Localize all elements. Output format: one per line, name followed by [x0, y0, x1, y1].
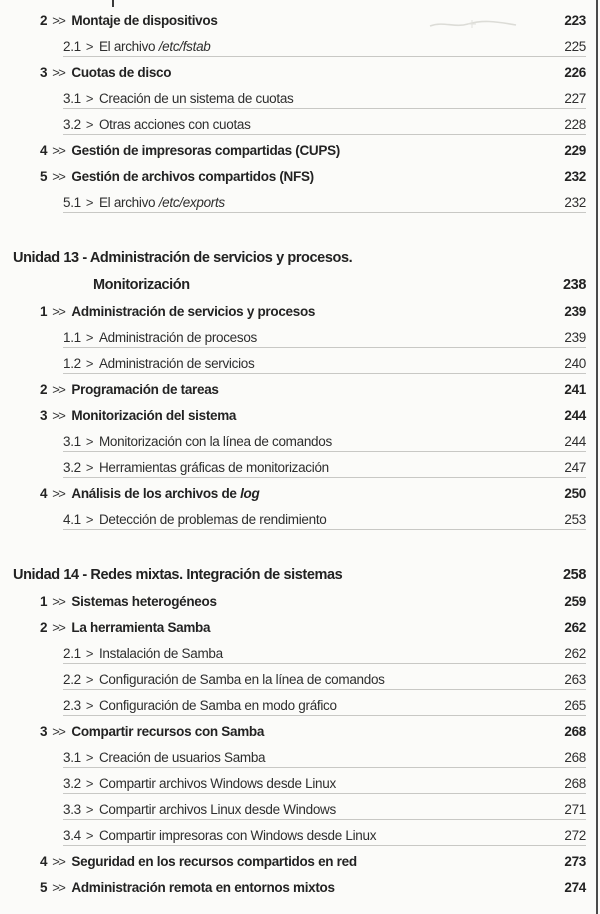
entry-title-part: Cuotas de disco	[71, 65, 172, 80]
entry-number: 1	[40, 594, 48, 609]
page-number: 253	[564, 512, 586, 527]
toc-entry	[63, 112, 586, 138]
entry-number: 1.2	[63, 356, 81, 371]
page-number: 262	[564, 620, 586, 635]
entry-marker: >>	[52, 620, 65, 635]
entry-number: 3.1	[63, 750, 81, 765]
entry-title-part: El archivo	[98, 39, 159, 54]
toc-entry	[40, 875, 586, 901]
entry-title	[71, 620, 210, 635]
entry-marker: >	[85, 356, 92, 371]
toc-entry	[63, 325, 586, 351]
page-number: 227	[564, 91, 586, 106]
entry-title-part: Administración de servicios	[98, 356, 255, 371]
entry-title-part: Herramientas gráficas de monitorización	[98, 460, 329, 475]
entry-title-part: Seguridad en los recursos compartidos en red	[71, 854, 357, 869]
entry-title	[99, 672, 385, 687]
entry-title	[99, 356, 254, 371]
entry-title-part: Creación de un sistema de cuotas	[98, 91, 294, 106]
entry-title-part: Sistemas heterogéneos	[71, 594, 217, 609]
entry-title-part: Montaje de dispositivos	[71, 13, 218, 28]
scan-artifact-smudge	[428, 17, 518, 31]
page-number: 265	[564, 698, 586, 713]
page-number: 250	[564, 486, 586, 501]
entry-number: 1.1	[63, 330, 81, 345]
unit-header-line	[0, 272, 586, 299]
page-number: 239	[564, 330, 586, 345]
toc-entry	[40, 164, 586, 190]
entry-title-part: Monitorización del sistema	[71, 408, 237, 423]
toc-entry	[40, 138, 586, 164]
toc-entry	[40, 299, 586, 325]
entry-title-part: Creación de usuarios Samba	[98, 750, 266, 765]
unit-title: Unidad 13 - Administración de servicios y procesos.	[13, 250, 353, 266]
entry-title	[99, 750, 265, 765]
entry-number: 2.1	[63, 646, 81, 661]
toc-entry	[63, 351, 586, 377]
toc-entry	[63, 745, 586, 771]
entry-title-part: Compartir archivos Linux desde Windows	[98, 802, 336, 817]
entry-number: 3	[40, 65, 48, 80]
entry-number: 2.3	[63, 698, 81, 713]
page-number: 225	[564, 39, 586, 54]
entry-marker: >	[85, 460, 92, 475]
entry-marker: >>	[52, 854, 65, 869]
entry-marker: >>	[52, 408, 65, 423]
page-number: 229	[564, 143, 586, 158]
unit-header-line	[0, 562, 586, 589]
toc-entry	[40, 589, 586, 615]
page-number: 238	[563, 277, 586, 293]
entry-title	[71, 724, 264, 739]
entry-marker: >>	[52, 304, 65, 319]
toc-entry	[63, 771, 586, 797]
entry-title	[71, 408, 236, 423]
toc-entry	[40, 719, 586, 745]
page-number: 228	[564, 117, 586, 132]
entry-title-part: Programación de tareas	[71, 382, 219, 397]
page-number: 247	[564, 460, 586, 475]
entry-marker: >>	[52, 880, 65, 895]
toc-entry	[40, 615, 586, 641]
toc-entry	[40, 403, 586, 429]
entry-marker: >	[85, 39, 92, 54]
entry-number: 4	[40, 486, 48, 501]
entry-marker: >	[85, 195, 92, 210]
entry-marker: >	[85, 512, 92, 527]
entry-title	[99, 698, 337, 713]
entry-marker: >>	[52, 486, 65, 501]
entry-number: 2	[40, 620, 48, 635]
toc-entry	[63, 34, 586, 60]
entry-marker: >>	[52, 594, 65, 609]
entry-marker: >>	[52, 724, 65, 739]
entry-title	[99, 91, 294, 106]
page-number: 240	[564, 356, 586, 371]
page-number: 273	[564, 854, 586, 869]
page-number: 268	[564, 724, 586, 739]
page-number: 239	[564, 304, 586, 319]
entry-number: 4	[40, 854, 48, 869]
entry-title-part: log	[240, 486, 260, 501]
entry-title	[71, 169, 313, 184]
toc-entry	[63, 455, 586, 481]
page-number: 263	[564, 672, 586, 687]
entry-marker: >>	[52, 13, 65, 28]
entry-title-part: Configuración de Samba en modo gráfico	[98, 698, 337, 713]
entry-marker: >	[85, 672, 92, 687]
entry-number: 1	[40, 304, 48, 319]
entry-number: 3.2	[63, 117, 81, 132]
toc-entries	[0, 8, 586, 216]
entry-marker: >>	[52, 169, 65, 184]
toc-entry	[40, 849, 586, 875]
page-number: 268	[564, 750, 586, 765]
page-number: 268	[564, 776, 586, 791]
unit-title: Monitorización	[93, 277, 190, 293]
entry-title-part: Detección de problemas de rendimiento	[98, 512, 327, 527]
page-number: 232	[564, 195, 586, 210]
entry-title	[71, 65, 171, 80]
entry-title	[99, 802, 336, 817]
entry-title	[71, 854, 356, 869]
entry-title-part: Instalación de Samba	[98, 646, 223, 661]
entry-title-part: Otras acciones con cuotas	[98, 117, 251, 132]
entry-title-part: Administración de servicios y procesos	[71, 304, 316, 319]
toc-entries	[0, 299, 586, 533]
entry-title	[99, 434, 332, 449]
toc-entry	[63, 641, 586, 667]
entry-title	[99, 646, 223, 661]
entry-title-part: El archivo	[98, 195, 159, 210]
entry-title-part: Configuración de Samba en la línea de comandos	[98, 672, 385, 687]
scan-edge-line	[596, 0, 598, 914]
toc-entry	[63, 797, 586, 823]
entry-title	[99, 39, 211, 54]
entry-title	[99, 195, 225, 210]
entry-number: 5.1	[63, 195, 81, 210]
entry-title-part: Monitorización con la línea de comandos	[98, 434, 332, 449]
entry-marker: >	[85, 330, 92, 345]
entry-marker: >	[85, 750, 92, 765]
entry-number: 2	[40, 382, 48, 397]
entry-number: 3.4	[63, 828, 81, 843]
page-number: 258	[563, 567, 586, 583]
unit-header	[0, 562, 586, 589]
entry-title-part: /etc/fstab	[158, 39, 211, 54]
entry-title	[71, 594, 216, 609]
entry-marker: >	[85, 802, 92, 817]
entry-number: 3	[40, 724, 48, 739]
entry-title-part: Gestión de impresoras compartidas (CUPS)	[71, 143, 340, 158]
entry-title-part: Compartir recursos con Samba	[71, 724, 265, 739]
toc-entry	[63, 693, 586, 719]
entry-title	[99, 828, 376, 843]
entry-number: 2.1	[63, 39, 81, 54]
entry-number: 3.1	[63, 434, 81, 449]
entry-title	[71, 382, 218, 397]
entry-marker: >	[85, 776, 92, 791]
entry-title-part: Compartir archivos Windows desde Linux	[98, 776, 336, 791]
entry-number: 3.2	[63, 776, 81, 791]
page-number: 271	[564, 802, 586, 817]
entry-marker: >	[85, 698, 92, 713]
page-number: 244	[564, 408, 586, 423]
page-number: 274	[564, 880, 586, 895]
page-number: 244	[564, 434, 586, 449]
entry-title	[71, 880, 334, 895]
entry-number: 2.2	[63, 672, 81, 687]
entry-marker: >	[85, 828, 92, 843]
page-number: 226	[564, 65, 586, 80]
unit-title: Unidad 14 - Redes mixtas. Integración de sistemas	[13, 567, 343, 583]
entry-title	[71, 13, 217, 28]
toc-entry	[63, 429, 586, 455]
page-number: 259	[564, 594, 586, 609]
entry-number: 2	[40, 13, 48, 28]
entry-title	[99, 330, 257, 345]
entry-number: 4	[40, 143, 48, 158]
toc-entry	[63, 190, 586, 216]
entry-title-part: Gestión de archivos compartidos (NFS)	[71, 169, 314, 184]
entry-title-part: /etc/exports	[158, 195, 225, 210]
entry-marker: >>	[52, 65, 65, 80]
entry-title-part: Administración de procesos	[98, 330, 257, 345]
page-number: 232	[564, 169, 586, 184]
entry-marker: >	[85, 646, 92, 661]
entry-number: 3	[40, 408, 48, 423]
scan-artifact-top-tick	[112, 0, 114, 7]
entry-number: 5	[40, 880, 48, 895]
page-number: 262	[564, 646, 586, 661]
page-number: 272	[564, 828, 586, 843]
entry-title	[99, 776, 336, 791]
entry-title	[71, 304, 315, 319]
entry-marker: >>	[52, 382, 65, 397]
entry-marker: >	[85, 434, 92, 449]
entry-number: 5	[40, 169, 48, 184]
unit-header	[0, 245, 586, 299]
page-number: 223	[564, 13, 586, 28]
toc-entry	[63, 667, 586, 693]
entry-title	[71, 486, 259, 501]
entry-marker: >>	[52, 143, 65, 158]
entry-title	[71, 143, 340, 158]
entry-title	[99, 117, 251, 132]
entry-title-part: La herramienta Samba	[71, 620, 211, 635]
entry-title-part: Análisis de los archivos de	[71, 486, 241, 501]
entry-marker: >	[85, 91, 92, 106]
entry-number: 3.3	[63, 802, 81, 817]
page-number: 241	[564, 382, 586, 397]
toc-entry	[40, 481, 586, 507]
entry-title-part: Compartir impresoras con Windows desde Linux	[98, 828, 377, 843]
entry-number: 3.1	[63, 91, 81, 106]
entry-title	[99, 460, 329, 475]
entry-number: 4.1	[63, 512, 81, 527]
toc-entry	[40, 377, 586, 403]
toc-entries	[0, 589, 586, 901]
unit-header-line	[0, 245, 586, 272]
entry-title	[99, 512, 327, 527]
toc-entry	[63, 86, 586, 112]
toc-entry	[63, 507, 586, 533]
entry-number: 3.2	[63, 460, 81, 475]
entry-title-part: Administración remota en entornos mixtos	[71, 880, 335, 895]
toc-entry	[40, 60, 586, 86]
entry-marker: >	[85, 117, 92, 132]
toc-entry	[63, 823, 586, 849]
